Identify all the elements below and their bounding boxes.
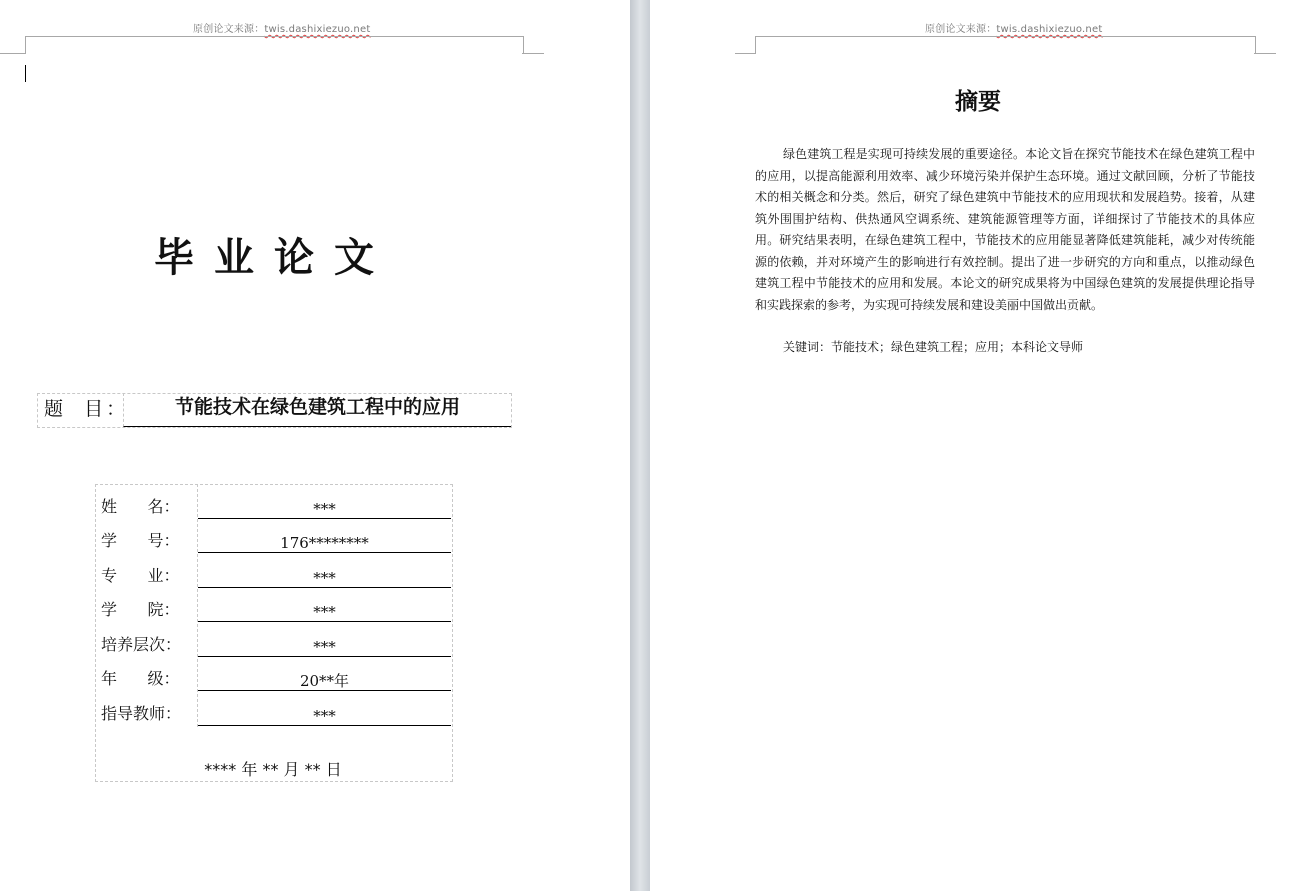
topic-title: 节能技术在绿色建筑工程中的应用: [123, 393, 511, 427]
value-student-id: 176********: [198, 519, 451, 553]
label-level: 培养层次：: [101, 635, 182, 654]
abstract-title: 摘要: [955, 89, 1001, 115]
submission-date: **** 年 ** 月 ** 日: [204, 760, 342, 779]
abstract-body: 绿色建筑工程是实现可持续发展的重要途径。本论文旨在探究节能技术在绿色建筑工程中的应用，以提高能源利用效率、减少环境污染并保护生态环境。通过文献回顾，分析了节能技术的相关概念和分类。然后，研究了绿色建筑中节能技术的应用现状和发展趋势。接着，从建筑外围围护结构、供热通风空调系统、建筑能源管理等方面，详细探讨了节能技术的具体应用。研究结果表明，在绿色建筑工程中，节能技术的应用能显著降低建筑能耗，减少对传统能源的依赖，并对环境产生的影响进行有效控制。提出了进一步研究的方向和重点，以推动绿色建筑工程中节能技术的应用和发展。本论文的研究成果将为中国绿色建筑的发展提供理论指导和实践探索的参考，为实现可持续发展和建设美丽中国做出贡献。: [755, 147, 1255, 312]
label-grade: 年 级：: [101, 669, 180, 688]
text-cursor: [25, 65, 26, 82]
abstract-page[interactable]: [650, 0, 1306, 891]
keywords-line: 关键词：节能技术；绿色建筑工程；应用；本科论文导师: [783, 340, 1084, 354]
margin-tick-left: [0, 53, 25, 54]
topic-label: 题 目：: [44, 398, 129, 420]
page-header: [193, 20, 370, 35]
label-advisor: 指导教师：: [101, 704, 182, 723]
margin-tick-left: [735, 53, 755, 54]
value-advisor: ***: [198, 692, 451, 726]
thesis-title: 毕业论文: [154, 235, 394, 281]
header-prefix: 原创论文来源：: [193, 24, 265, 35]
header-prefix: 原创论文来源：: [925, 24, 997, 35]
value-grade: 20**年: [198, 657, 451, 691]
header-margin-marker: [25, 36, 524, 54]
header-url: twis.dashixiezuo.net: [264, 24, 371, 35]
value-college: ***: [198, 588, 451, 622]
label-student-id: 学 号：: [101, 531, 180, 550]
margin-tick-right: [522, 53, 544, 54]
header-url: twis.dashixiezuo.net: [996, 24, 1103, 35]
label-name: 姓 名：: [101, 497, 180, 516]
margin-tick-right: [1254, 53, 1276, 54]
header-margin-marker: [755, 36, 1256, 54]
page-header: [925, 20, 1102, 35]
label-college: 学 院：: [101, 600, 180, 619]
value-level: ***: [198, 623, 451, 657]
value-name: ***: [198, 485, 451, 519]
page-gutter: [630, 0, 650, 891]
value-major: ***: [198, 554, 451, 588]
label-major: 专 业：: [101, 566, 180, 585]
